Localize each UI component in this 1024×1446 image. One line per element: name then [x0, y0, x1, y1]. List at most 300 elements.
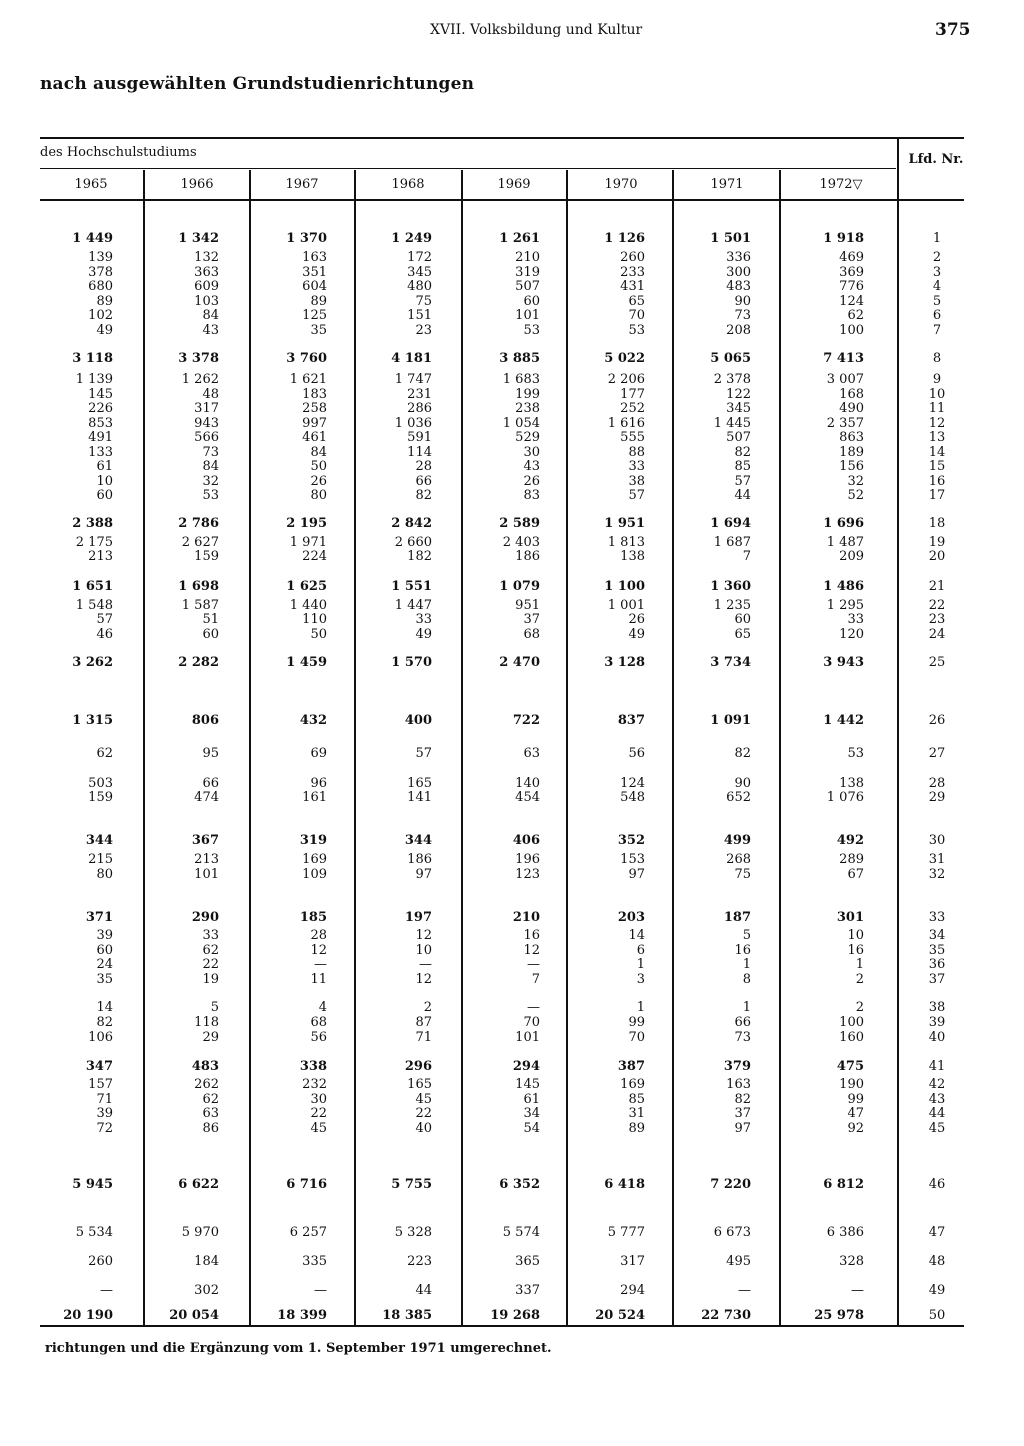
- row-number: 41: [928, 1059, 946, 1074]
- table-cell: —: [314, 957, 327, 972]
- table-cell: 23: [415, 323, 432, 338]
- row-number: 32: [928, 867, 946, 882]
- table-cell: —: [738, 1283, 751, 1298]
- table-cell: 16: [847, 943, 864, 958]
- table-cell: 2 206: [607, 372, 645, 387]
- row-number: 49: [928, 1283, 946, 1298]
- table-cell: 1 342: [178, 231, 219, 246]
- table-cell: 387: [617, 1059, 645, 1074]
- table-cell: 2 403: [502, 535, 540, 550]
- row-number: 40: [928, 1030, 946, 1045]
- table-cell: 1: [855, 957, 864, 972]
- table-cell: 70: [628, 1030, 645, 1045]
- table-cell: 680: [88, 279, 113, 294]
- row-number: 14: [928, 445, 946, 460]
- table-cell: 335: [302, 1254, 327, 1269]
- table-cell: 39: [96, 928, 113, 943]
- table-cell: 302: [194, 1283, 219, 1298]
- table-cell: 286: [407, 401, 432, 416]
- table-cell: 469: [839, 250, 864, 265]
- table-cell: 400: [404, 713, 432, 728]
- table-cell: 371: [85, 910, 113, 925]
- row-number: 42: [928, 1077, 946, 1092]
- column-divider: [354, 170, 356, 200]
- table-cell: 499: [723, 833, 751, 848]
- table-cell: 2 786: [178, 516, 219, 531]
- table-cell: 1: [742, 957, 751, 972]
- table-cell: 165: [407, 776, 432, 791]
- table-cell: 363: [194, 265, 219, 280]
- row-number: 31: [928, 852, 946, 867]
- table-cell: 474: [194, 790, 219, 805]
- table-cell: 97: [628, 867, 645, 882]
- table-cell: 96: [310, 776, 327, 791]
- table-cell: 3 007: [826, 372, 864, 387]
- table-cell: 2 195: [286, 516, 327, 531]
- table-cell: 45: [310, 1121, 327, 1136]
- table-cell: 252: [620, 401, 645, 416]
- table-cell: 5 945: [72, 1177, 113, 1192]
- table-cell: 1 370: [286, 231, 327, 246]
- row-number: 33: [928, 910, 946, 925]
- table-cell: 56: [310, 1030, 327, 1045]
- table-cell: 5 022: [604, 351, 645, 366]
- table-cell: 495: [726, 1254, 751, 1269]
- table-cell: 432: [299, 713, 327, 728]
- table-cell: 853: [88, 416, 113, 431]
- table-cell: 1 813: [607, 535, 645, 550]
- table-cell: 73: [202, 445, 219, 460]
- row-number: 44: [928, 1106, 946, 1121]
- row-number: 38: [928, 1000, 946, 1015]
- table-cell: 153: [620, 852, 645, 867]
- table-cell: 24: [96, 957, 113, 972]
- table-cell: 43: [523, 459, 540, 474]
- table-cell: 32: [847, 474, 864, 489]
- column-divider: [461, 170, 463, 200]
- table-cell: 1 449: [72, 231, 113, 246]
- table-cell: 1 459: [286, 655, 327, 670]
- row-number: 17: [928, 488, 946, 503]
- table-cell: 61: [523, 1092, 540, 1107]
- table-cell: 82: [734, 445, 751, 460]
- table-cell: 47: [847, 1106, 864, 1121]
- table-cell: 2 282: [178, 655, 219, 670]
- row-number: 2: [932, 250, 942, 265]
- table-cell: 182: [407, 549, 432, 564]
- table-cell: 124: [839, 294, 864, 309]
- table-bottom-rule: [40, 1325, 964, 1327]
- table-cell: 159: [88, 790, 113, 805]
- table-cell: 40: [415, 1121, 432, 1136]
- table-cell: 80: [310, 488, 327, 503]
- table-cell: 233: [620, 265, 645, 280]
- table-cell: 12: [415, 972, 432, 987]
- column-divider: [566, 170, 568, 200]
- table-cell: 145: [88, 387, 113, 402]
- table-cell: 231: [407, 387, 432, 402]
- table-cell: 238: [515, 401, 540, 416]
- table-cell: 1 501: [710, 231, 751, 246]
- table-cell: 319: [515, 265, 540, 280]
- table-cell: 186: [407, 852, 432, 867]
- table-cell: 25 978: [814, 1308, 864, 1323]
- table-cell: 10: [847, 928, 864, 943]
- year-header: 1968: [391, 177, 425, 192]
- table-cell: 35: [96, 972, 113, 987]
- table-cell: 22: [415, 1106, 432, 1121]
- table-cell: 125: [302, 308, 327, 323]
- table-cell: 183: [302, 387, 327, 402]
- table-cell: 26: [310, 474, 327, 489]
- table-cell: 1 747: [394, 372, 432, 387]
- table-cell: 84: [202, 308, 219, 323]
- year-header: 1971: [710, 177, 744, 192]
- table-cell: 1 548: [75, 598, 113, 613]
- year-header: 1965: [74, 177, 108, 192]
- table-cell: 1 126: [604, 231, 645, 246]
- table-cell: 53: [847, 746, 864, 761]
- table-cell: 44: [415, 1283, 432, 1298]
- row-number: 27: [928, 746, 946, 761]
- section-title: nach ausgewählten Grundstudienrichtungen: [40, 74, 475, 94]
- table-cell: 328: [839, 1254, 864, 1269]
- table-cell: 75: [415, 294, 432, 309]
- table-cell: 88: [628, 445, 645, 460]
- table-cell: 160: [839, 1030, 864, 1045]
- table-cell: 1 918: [823, 231, 864, 246]
- table-cell: 163: [726, 1077, 751, 1092]
- table-cell: 50: [310, 627, 327, 642]
- table-cell: 75: [734, 867, 751, 882]
- table-cell: 16: [734, 943, 751, 958]
- table-cell: 38: [628, 474, 645, 489]
- table-cell: 60: [523, 294, 540, 309]
- table-cell: 2: [855, 1000, 864, 1015]
- table-cell: 317: [620, 1254, 645, 1269]
- table-cell: 345: [726, 401, 751, 416]
- table-cell: 30: [523, 445, 540, 460]
- table-cell: 95: [202, 746, 219, 761]
- table-cell: 16: [523, 928, 540, 943]
- table-cell: —: [419, 957, 432, 972]
- table-cell: 14: [96, 1000, 113, 1015]
- table-cell: 6 622: [178, 1177, 219, 1192]
- row-number: 47: [928, 1225, 946, 1240]
- table-cell: 3 885: [499, 351, 540, 366]
- table-cell: 60: [96, 488, 113, 503]
- table-cell: 71: [96, 1092, 113, 1107]
- table-cell: 186: [515, 549, 540, 564]
- row-number: 8: [932, 351, 942, 366]
- table-cell: 379: [723, 1059, 751, 1074]
- table-cell: 120: [839, 627, 864, 642]
- table-cell: 12: [415, 928, 432, 943]
- table-cell: 344: [404, 833, 432, 848]
- table-cell: 5: [210, 1000, 219, 1015]
- table-cell: 806: [191, 713, 219, 728]
- table-cell: 84: [310, 445, 327, 460]
- table-cell: 46: [96, 627, 113, 642]
- row-number: 45: [928, 1121, 946, 1136]
- table-cell: 22 730: [701, 1308, 751, 1323]
- row-number: 13: [928, 430, 946, 445]
- table-cell: 224: [302, 549, 327, 564]
- table-cell: 37: [734, 1106, 751, 1121]
- row-number: 11: [928, 401, 946, 416]
- table-cell: 301: [836, 910, 864, 925]
- table-cell: 110: [302, 612, 327, 627]
- table-cell: 103: [194, 294, 219, 309]
- table-cell: 1 001: [607, 598, 645, 613]
- table-cell: 141: [407, 790, 432, 805]
- table-cell: 8: [742, 972, 751, 987]
- table-cell: 63: [523, 746, 540, 761]
- table-cell: 1 261: [499, 231, 540, 246]
- column-divider: [249, 200, 251, 1325]
- table-cell: 209: [839, 549, 864, 564]
- column-divider: [897, 170, 899, 200]
- table-cell: 138: [620, 549, 645, 564]
- table-cell: 1 445: [713, 416, 751, 431]
- table-cell: 591: [407, 430, 432, 445]
- table-cell: 57: [96, 612, 113, 627]
- table-cell: 1 100: [604, 579, 645, 594]
- table-cell: 1 442: [823, 713, 864, 728]
- lfd-label: Lfd. Nr.: [908, 152, 964, 167]
- table-cell: 35: [310, 323, 327, 338]
- column-divider: [461, 200, 463, 1325]
- table-cell: 33: [628, 459, 645, 474]
- table-cell: 7: [531, 972, 540, 987]
- table-cell: 213: [194, 852, 219, 867]
- table-cell: 1 054: [502, 416, 540, 431]
- table-cell: 45: [415, 1092, 432, 1107]
- table-cell: 2 357: [826, 416, 864, 431]
- table-cell: 10: [415, 943, 432, 958]
- table-cell: 87: [415, 1015, 432, 1030]
- table-cell: 132: [194, 250, 219, 265]
- row-number: 28: [928, 776, 946, 791]
- table-cell: —: [851, 1283, 864, 1298]
- table-cell: 185: [299, 910, 327, 925]
- table-cell: 80: [96, 867, 113, 882]
- table-cell: 189: [839, 445, 864, 460]
- table-cell: 6 812: [823, 1177, 864, 1192]
- table-cell: 5: [742, 928, 751, 943]
- table-cell: 70: [523, 1015, 540, 1030]
- table-cell: 5 534: [75, 1225, 113, 1240]
- table-cell: 70: [628, 308, 645, 323]
- table-cell: 378: [88, 265, 113, 280]
- table-cell: 7: [742, 549, 751, 564]
- table-cell: 344: [85, 833, 113, 848]
- table-cell: 97: [734, 1121, 751, 1136]
- table-cell: 4: [318, 1000, 327, 1015]
- table-cell: 29: [202, 1030, 219, 1045]
- table-cell: 6: [636, 943, 645, 958]
- table-cell: 1 360: [710, 579, 751, 594]
- row-number: 5: [932, 294, 942, 309]
- row-number: 3: [932, 265, 942, 280]
- table-cell: 3 262: [72, 655, 113, 670]
- table-cell: 454: [515, 790, 540, 805]
- table-cell: 65: [734, 627, 751, 642]
- table-cell: 60: [734, 612, 751, 627]
- table-cell: 1 036: [394, 416, 432, 431]
- table-cell: 172: [407, 250, 432, 265]
- table-cell: 50: [310, 459, 327, 474]
- table-cell: 837: [617, 713, 645, 728]
- table-cell: 365: [515, 1254, 540, 1269]
- table-cell: 480: [407, 279, 432, 294]
- table-cell: 351: [302, 265, 327, 280]
- table-cell: 34: [523, 1106, 540, 1121]
- table-cell: 33: [847, 612, 864, 627]
- table-cell: 258: [302, 401, 327, 416]
- row-number: 46: [928, 1177, 946, 1192]
- table-cell: 102: [88, 308, 113, 323]
- year-header: 1966: [180, 177, 214, 192]
- table-cell: 71: [415, 1030, 432, 1045]
- table-cell: 32: [202, 474, 219, 489]
- table-cell: 7 413: [823, 351, 864, 366]
- row-number: 48: [928, 1254, 946, 1269]
- table-cell: 210: [515, 250, 540, 265]
- table-cell: 223: [407, 1254, 432, 1269]
- table-cell: 54: [523, 1121, 540, 1136]
- table-cell: 6 716: [286, 1177, 327, 1192]
- column-divider: [249, 170, 251, 200]
- row-number: 34: [928, 928, 946, 943]
- table-cell: 57: [734, 474, 751, 489]
- table-cell: 529: [515, 430, 540, 445]
- table-cell: 82: [415, 488, 432, 503]
- page-number: 375: [935, 20, 971, 40]
- table-cell: 73: [734, 1030, 751, 1045]
- table-cell: 163: [302, 250, 327, 265]
- table-cell: 68: [523, 627, 540, 642]
- table-cell: 289: [839, 852, 864, 867]
- table-cell: 133: [88, 445, 113, 460]
- table-cell: 337: [515, 1283, 540, 1298]
- table-cell: 83: [523, 488, 540, 503]
- table-cell: 26: [628, 612, 645, 627]
- table-cell: 3: [636, 972, 645, 987]
- table-cell: 5 755: [391, 1177, 432, 1192]
- table-cell: 145: [515, 1077, 540, 1092]
- table-cell: 943: [194, 416, 219, 431]
- table-cell: 101: [515, 1030, 540, 1045]
- table-cell: 165: [407, 1077, 432, 1092]
- table-cell: 89: [310, 294, 327, 309]
- table-cell: 5 777: [607, 1225, 645, 1240]
- table-cell: 63: [202, 1106, 219, 1121]
- table-cell: 89: [96, 294, 113, 309]
- table-cell: 22: [310, 1106, 327, 1121]
- table-cell: 90: [734, 776, 751, 791]
- table-cell: 99: [628, 1015, 645, 1030]
- table-cell: 139: [88, 250, 113, 265]
- table-cell: 406: [512, 833, 540, 848]
- year-header: 1967: [285, 177, 319, 192]
- table-cell: 1 625: [286, 579, 327, 594]
- table-cell: 101: [515, 308, 540, 323]
- table-cell: 338: [299, 1059, 327, 1074]
- table-cell: 3 378: [178, 351, 219, 366]
- table-cell: 61: [96, 459, 113, 474]
- table-cell: 6 352: [499, 1177, 540, 1192]
- table-cell: 260: [620, 250, 645, 265]
- table-cell: 490: [839, 401, 864, 416]
- table-cell: 99: [847, 1092, 864, 1107]
- lfd-divider: [897, 139, 899, 171]
- table-cell: 203: [617, 910, 645, 925]
- table-cell: 210: [512, 910, 540, 925]
- table-cell: 2 378: [713, 372, 751, 387]
- year-header: 1969: [497, 177, 531, 192]
- table-cell: 997: [302, 416, 327, 431]
- table-cell: 296: [404, 1059, 432, 1074]
- table-cell: 19: [202, 972, 219, 987]
- table-cell: 1 616: [607, 416, 645, 431]
- table-cell: 6 673: [713, 1225, 751, 1240]
- table-cell: 507: [726, 430, 751, 445]
- table-cell: 82: [734, 746, 751, 761]
- table-cell: 100: [839, 323, 864, 338]
- table-cell: 548: [620, 790, 645, 805]
- table-cell: 1 079: [499, 579, 540, 594]
- table-cell: 1 587: [181, 598, 219, 613]
- table-cell: 1 295: [826, 598, 864, 613]
- table-cell: 177: [620, 387, 645, 402]
- table-cell: 44: [734, 488, 751, 503]
- column-divider: [354, 200, 356, 1325]
- table-cell: 168: [839, 387, 864, 402]
- table-cell: 1 687: [713, 535, 751, 550]
- year-header: 1970: [604, 177, 638, 192]
- row-number: 7: [932, 323, 942, 338]
- table-cell: 2 175: [75, 535, 113, 550]
- column-divider: [779, 170, 781, 200]
- table-cell: 3 943: [823, 655, 864, 670]
- table-cell: 157: [88, 1077, 113, 1092]
- table-cell: 336: [726, 250, 751, 265]
- table-cell: 43: [202, 323, 219, 338]
- table-cell: 197: [404, 910, 432, 925]
- table-cell: 53: [628, 323, 645, 338]
- table-cell: 4 181: [391, 351, 432, 366]
- table-cell: 294: [620, 1283, 645, 1298]
- row-number: 19: [928, 535, 946, 550]
- table-cell: 566: [194, 430, 219, 445]
- table-cell: 196: [515, 852, 540, 867]
- table-cell: 69: [310, 746, 327, 761]
- table-cell: 12: [310, 943, 327, 958]
- table-cell: 85: [734, 459, 751, 474]
- table-cell: 208: [726, 323, 751, 338]
- table-cell: —: [314, 1283, 327, 1298]
- table-cell: 49: [96, 323, 113, 338]
- table-cell: 5 574: [502, 1225, 540, 1240]
- table-cell: 65: [628, 294, 645, 309]
- table-cell: 2 589: [499, 516, 540, 531]
- running-title: XVII. Volksbildung und Kultur: [430, 22, 643, 38]
- table-cell: 109: [302, 867, 327, 882]
- table-cell: 53: [202, 488, 219, 503]
- row-number: 10: [928, 387, 946, 402]
- table-cell: 184: [194, 1254, 219, 1269]
